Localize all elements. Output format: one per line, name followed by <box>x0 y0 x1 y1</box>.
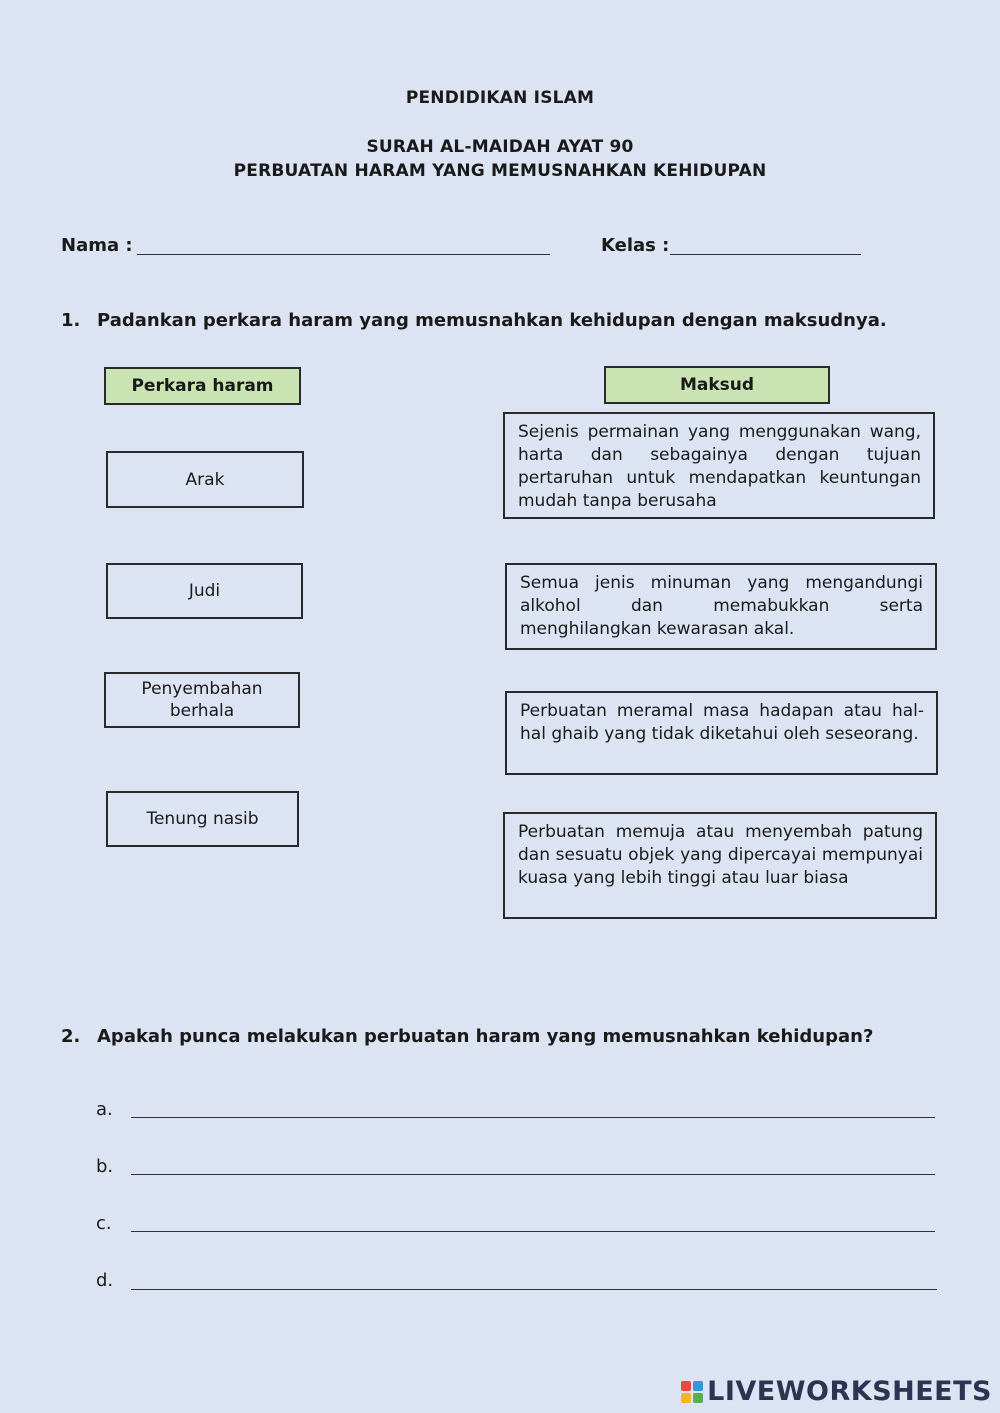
definition-text: Perbuatan memuja atau menyembah patung dan sesuatu objek yang dipercayai mempunyai kuasa yang lebih tinggi atau luar biasa <box>518 822 923 888</box>
question-2-number: 2. <box>61 1026 81 1047</box>
name-field[interactable] <box>137 254 550 255</box>
term-box-arak[interactable] <box>106 451 304 508</box>
definition-text: Sejenis permainan yang menggunakan wang, harta dan sebagainya dengan tujuan pertaruhan untuk mendapatkan keuntungan mudah tanpa berusaha <box>518 422 921 511</box>
definition-text: Perbuatan meramal masa hadapan atau hal-hal ghaib yang tidak diketahui oleh seseorang. <box>520 701 924 744</box>
liveworksheets-logo-icon <box>681 1381 703 1403</box>
subject-title: PENDIDIKAN ISLAM <box>405 88 595 108</box>
definition-box-1[interactable] <box>503 412 935 519</box>
logo-square <box>681 1381 691 1391</box>
answer-line-a[interactable] <box>131 1117 935 1118</box>
term-label: Judi <box>188 581 221 601</box>
question-2-text: Apakah punca melakukan perbuatan haram yang memusnahkan kehidupan? <box>97 1026 874 1047</box>
topic-title: PERBUATAN HARAM YANG MEMUSNAHKAN KEHIDUPAN <box>233 161 767 181</box>
logo-square <box>681 1393 691 1403</box>
definition-box-3[interactable] <box>505 691 938 775</box>
term-box-penyembahan-berhala[interactable] <box>104 672 300 728</box>
term-label: Tenung nasib <box>146 809 259 829</box>
definition-box-4[interactable] <box>503 812 937 919</box>
logo-square <box>693 1393 703 1403</box>
answer-line-d[interactable] <box>131 1289 937 1290</box>
term-box-judi[interactable] <box>106 563 303 619</box>
definition-text: Semua jenis minuman yang mengandungi alkohol dan memabukkan serta menghilangkan kewarasan akal. <box>520 573 923 639</box>
answer-line-b[interactable] <box>131 1174 935 1175</box>
logo-square <box>693 1381 703 1391</box>
name-label: Nama : <box>61 235 133 256</box>
liveworksheets-logo <box>681 1376 992 1407</box>
question-1 <box>61 310 887 331</box>
answer-label-b: b. <box>96 1156 114 1177</box>
class-field[interactable] <box>670 254 861 255</box>
question-2 <box>61 1026 873 1047</box>
liveworksheets-logo-text: LIVEWORKSHEETS <box>707 1376 992 1407</box>
question-1-number: 1. <box>61 310 81 331</box>
left-column-header: Perkara haram <box>104 367 301 405</box>
surah-title: SURAH AL-MAIDAH AYAT 90 <box>366 137 634 157</box>
right-column-header: Maksud <box>604 366 830 404</box>
term-box-tenung-nasib[interactable] <box>106 791 299 847</box>
answer-label-c: c. <box>96 1213 112 1234</box>
answer-line-c[interactable] <box>131 1231 935 1232</box>
class-label: Kelas : <box>601 235 670 256</box>
answer-label-d: d. <box>96 1270 114 1291</box>
question-1-text: Padankan perkara haram yang memusnahkan kehidupan dengan maksudnya. <box>97 310 887 331</box>
term-label: Arak <box>185 469 225 490</box>
answer-label-a: a. <box>96 1099 113 1120</box>
definition-box-2[interactable] <box>505 563 937 650</box>
term-label: Penyembahan berhala <box>141 679 263 721</box>
